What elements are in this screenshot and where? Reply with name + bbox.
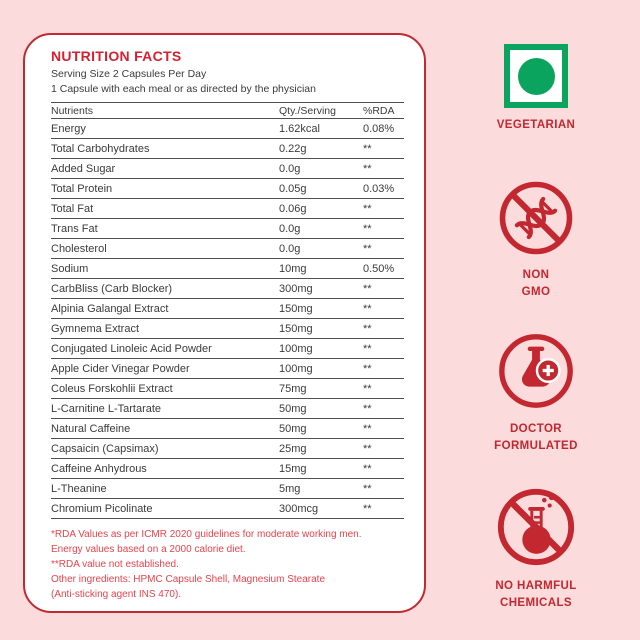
- rda-percent: **: [363, 199, 404, 219]
- rda-percent: **: [363, 339, 404, 359]
- footnote-line: Energy values based on a 2000 calorie diet.: [51, 544, 246, 555]
- qty-per-serving: 0.0g: [279, 239, 363, 259]
- rda-percent: **: [363, 459, 404, 479]
- rda-percent: **: [363, 399, 404, 419]
- table-header-row: [51, 103, 404, 119]
- table-row: [51, 179, 404, 199]
- badge-vegetarian: [478, 44, 594, 134]
- table-row: [51, 319, 404, 339]
- nutrient-name: Caffeine Anhydrous: [51, 459, 279, 479]
- nutrient-name: Cholesterol: [51, 239, 279, 259]
- nutrient-name: Total Protein: [51, 179, 279, 199]
- nutrient-name: Conjugated Linoleic Acid Powder: [51, 339, 279, 359]
- footnote-line: (Anti-sticking agent INS 470).: [51, 589, 182, 600]
- table-row: [51, 119, 404, 139]
- table-row: [51, 499, 404, 519]
- rda-percent: **: [363, 239, 404, 259]
- qty-per-serving: 300mcg: [279, 499, 363, 519]
- col-header-qty-serving: Qty./Serving: [279, 103, 363, 119]
- qty-per-serving: 50mg: [279, 399, 363, 419]
- nutrition-table: [51, 102, 404, 519]
- veg-mark-icon: [504, 44, 568, 108]
- nutrient-name: Alpinia Galangal Extract: [51, 299, 279, 319]
- nutrient-name: Chromium Picolinate: [51, 499, 279, 519]
- rda-percent: **: [363, 139, 404, 159]
- badge-no-harmful-chemicals: [478, 485, 594, 611]
- nutrient-name: Gymnema Extract: [51, 319, 279, 339]
- nutrient-name: Natural Caffeine: [51, 419, 279, 439]
- nutrient-name: Total Carbohydrates: [51, 139, 279, 159]
- badge-label-line: NO HARMFUL: [495, 580, 577, 592]
- footnotes-block: [51, 527, 405, 602]
- qty-per-serving: 100mg: [279, 359, 363, 379]
- nutrient-name: CarbBliss (Carb Blocker): [51, 279, 279, 299]
- table-row: [51, 139, 404, 159]
- nutrition-facts-card: [23, 33, 426, 613]
- qty-per-serving: 15mg: [279, 459, 363, 479]
- qty-per-serving: 150mg: [279, 299, 363, 319]
- footnote-line: **RDA value not established.: [51, 559, 179, 570]
- col-header-rda: %RDA: [363, 103, 404, 119]
- badge-label-line: GMO: [521, 285, 551, 298]
- qty-per-serving: 75mg: [279, 379, 363, 399]
- badge-label-line: NON: [522, 269, 550, 281]
- badges-column: [478, 0, 594, 640]
- table-row: [51, 259, 404, 279]
- table-row: [51, 299, 404, 319]
- table-row: [51, 479, 404, 499]
- rda-percent: **: [363, 379, 404, 399]
- rda-percent: **: [363, 219, 404, 239]
- table-row: [51, 379, 404, 399]
- table-row: [51, 239, 404, 259]
- badge-no-harmful-chemicals-label: [495, 578, 576, 611]
- serving-direction-line: 1 Capsule with each meal or as directed by the physician: [51, 82, 316, 95]
- rda-percent: **: [363, 479, 404, 499]
- table-row: [51, 159, 404, 179]
- doctor-flask-plus-icon: [495, 330, 577, 412]
- nutrition-table-body: [51, 119, 404, 519]
- badge-doctor-formulated-label: [494, 421, 578, 454]
- qty-per-serving: 150mg: [279, 319, 363, 339]
- nutrient-name: Trans Fat: [51, 219, 279, 239]
- rda-percent: **: [363, 499, 404, 519]
- rda-percent: **: [363, 159, 404, 179]
- nutrient-name: Total Fat: [51, 199, 279, 219]
- nutrient-name: Added Sugar: [51, 159, 279, 179]
- badge-doctor-formulated: [478, 330, 594, 454]
- table-row: [51, 219, 404, 239]
- badge-non-gmo: [478, 178, 594, 300]
- qty-per-serving: 0.06g: [279, 199, 363, 219]
- qty-per-serving: 100mg: [279, 339, 363, 359]
- nutrient-name: Coleus Forskohlii Extract: [51, 379, 279, 399]
- qty-per-serving: 5mg: [279, 479, 363, 499]
- qty-per-serving: 0.22g: [279, 139, 363, 159]
- nutrient-name: Energy: [51, 119, 279, 139]
- serving-size-line: Serving Size 2 Capsules Per Day: [51, 68, 207, 80]
- table-row: [51, 359, 404, 379]
- rda-percent: **: [363, 439, 404, 459]
- rda-percent: 0.03%: [363, 179, 404, 199]
- rda-percent: **: [363, 319, 404, 339]
- badge-non-gmo-label: [522, 267, 551, 300]
- table-row: [51, 419, 404, 439]
- badge-vegetarian-label: [497, 117, 576, 134]
- rda-percent: **: [363, 279, 404, 299]
- nutrient-name: L-Carnitine L-Tartarate: [51, 399, 279, 419]
- nutrition-facts-title: NUTRITION FACTS: [51, 48, 182, 64]
- rda-percent: **: [363, 419, 404, 439]
- table-row: [51, 199, 404, 219]
- col-header-nutrients: Nutrients: [51, 103, 279, 119]
- qty-per-serving: 50mg: [279, 419, 363, 439]
- table-row: [51, 399, 404, 419]
- nutrient-name: Capsaicin (Capsimax): [51, 439, 279, 459]
- qty-per-serving: 1.62kcal: [279, 119, 363, 139]
- table-row: [51, 439, 404, 459]
- nutrient-name: L-Theanine: [51, 479, 279, 499]
- badge-label-line: CHEMICALS: [500, 596, 572, 609]
- rda-percent: **: [363, 359, 404, 379]
- footnote-line: *RDA Values as per ICMR 2020 guidelines for moderate working men.: [51, 529, 362, 540]
- badge-label-line: VEGETARIAN: [496, 119, 576, 131]
- qty-per-serving: 10mg: [279, 259, 363, 279]
- badge-label-line: FORMULATED: [494, 439, 578, 452]
- qty-per-serving: 0.0g: [279, 159, 363, 179]
- footnote-line: Other ingredients: HPMC Capsule Shell, Magnesium Stearate: [51, 574, 326, 585]
- nutrient-name: Apple Cider Vinegar Powder: [51, 359, 279, 379]
- rda-percent: **: [363, 299, 404, 319]
- rda-percent: 0.50%: [363, 259, 404, 279]
- qty-per-serving: 25mg: [279, 439, 363, 459]
- qty-per-serving: 300mg: [279, 279, 363, 299]
- table-row: [51, 279, 404, 299]
- rda-percent: 0.08%: [363, 119, 404, 139]
- table-row: [51, 459, 404, 479]
- nutrient-name: Sodium: [51, 259, 279, 279]
- veg-dot: [518, 58, 555, 95]
- badge-label-line: DOCTOR: [509, 423, 562, 435]
- qty-per-serving: 0.0g: [279, 219, 363, 239]
- table-row: [51, 339, 404, 359]
- qty-per-serving: 0.05g: [279, 179, 363, 199]
- non-gmo-dna-icon: [496, 178, 576, 258]
- no-chemicals-flask-icon: [494, 485, 578, 569]
